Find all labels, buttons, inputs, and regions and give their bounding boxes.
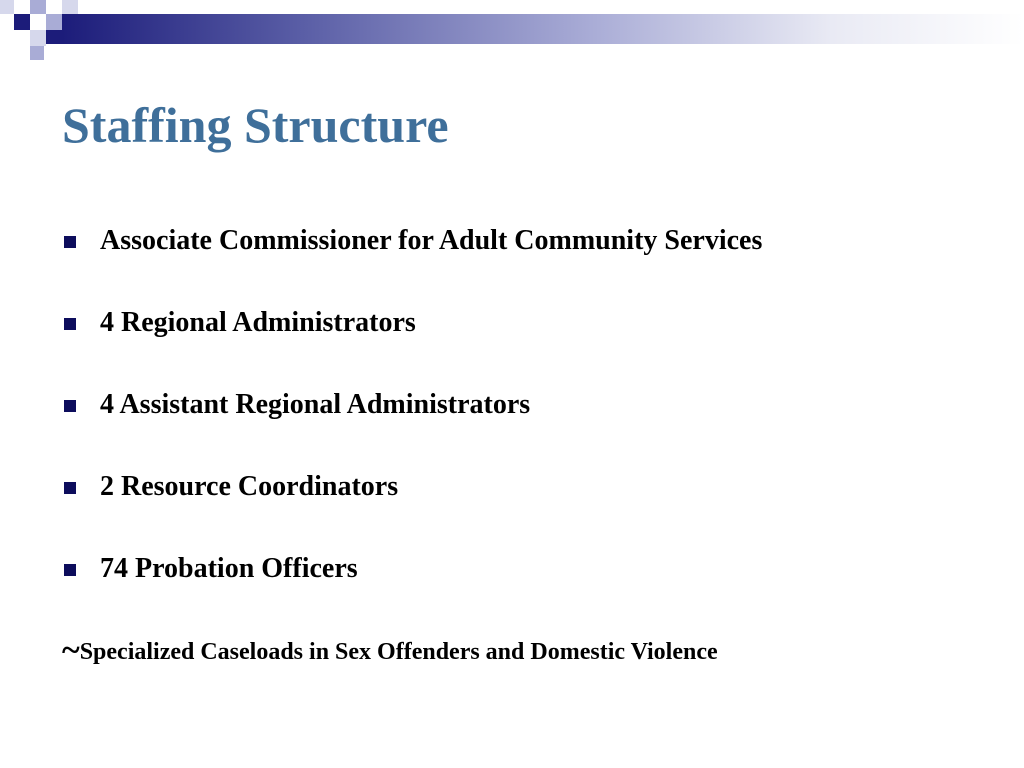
square-bullet-icon: [64, 482, 76, 494]
decor-square: [30, 30, 46, 46]
square-bullet-icon: [64, 400, 76, 412]
decor-square: [30, 46, 44, 60]
bullet-item: [64, 303, 762, 385]
footnote: [62, 632, 718, 670]
bullet-item: [64, 549, 762, 631]
bullet-text: 4 Assistant Regional Administrators: [100, 389, 531, 420]
square-bullet-icon: [64, 318, 76, 330]
header-gradient-band: [62, 14, 1024, 44]
bullet-item: [64, 467, 762, 549]
bullet-text: 4 Regional Administrators: [100, 307, 416, 338]
decor-square: [62, 0, 78, 14]
bullet-item: [64, 221, 762, 303]
decor-square: [46, 14, 62, 30]
tilde-symbol: ~: [62, 632, 80, 669]
bullet-list: [64, 221, 762, 631]
decor-square: [46, 30, 62, 44]
decor-square: [30, 0, 46, 14]
bullet-text: 74 Probation Officers: [100, 553, 358, 584]
slide-title: Staffing Structure: [62, 97, 449, 153]
bullet-text: Associate Commissioner for Adult Community Services: [100, 225, 763, 256]
decor-square: [0, 0, 14, 14]
decor-square: [14, 14, 30, 30]
square-bullet-icon: [64, 564, 76, 576]
footnote-text: Specialized Caseloads in Sex Offenders and Domestic Violence: [79, 639, 718, 665]
square-bullet-icon: [64, 236, 76, 248]
bullet-text: 2 Resource Coordinators: [100, 471, 399, 502]
bullet-item: [64, 385, 762, 467]
